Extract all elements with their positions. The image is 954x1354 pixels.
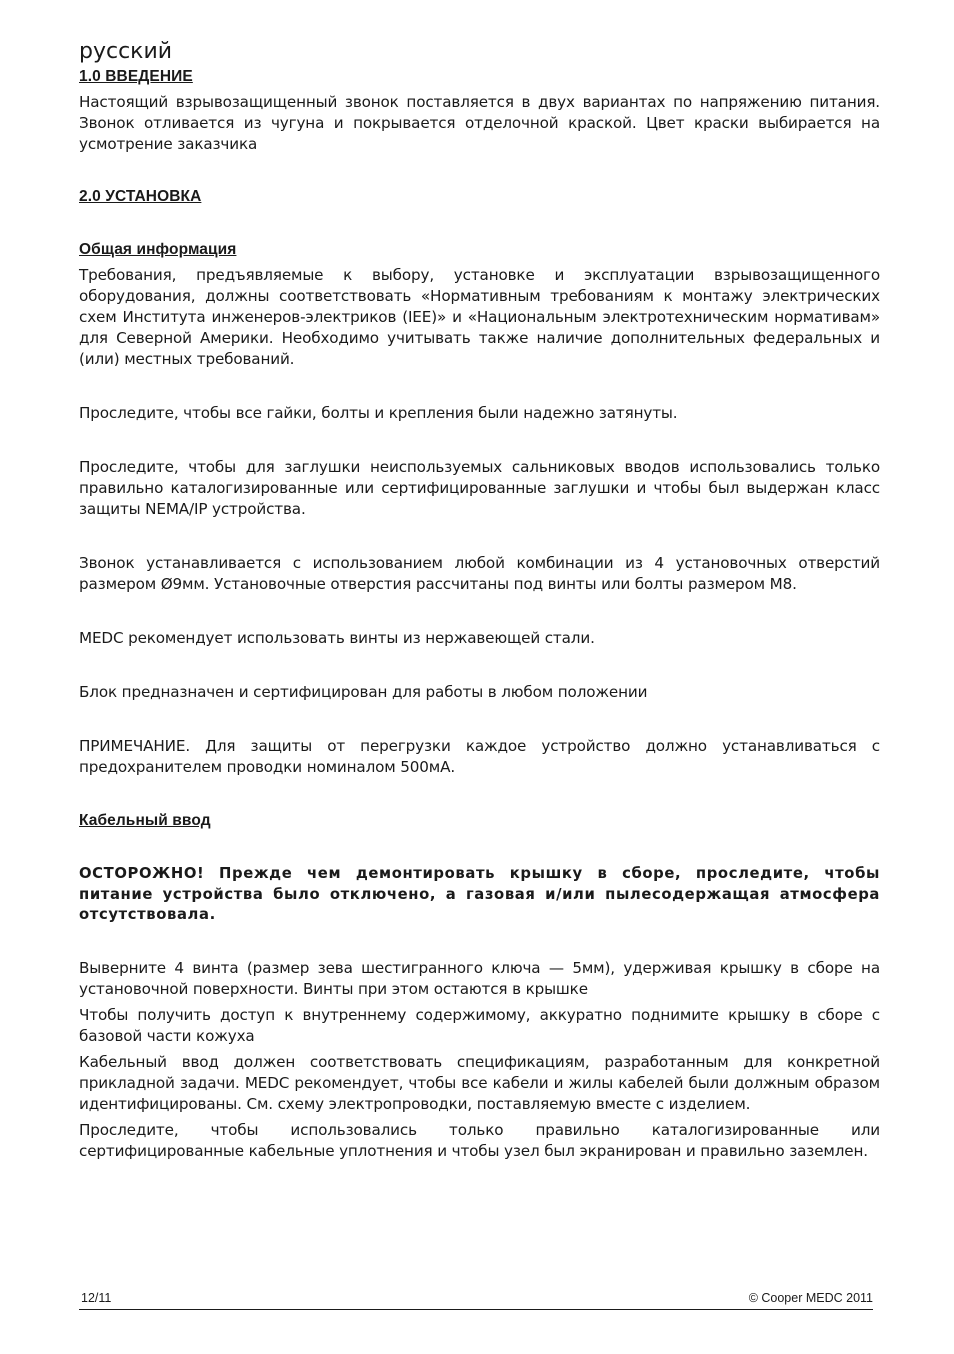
cable-paragraph-4: Проследите, чтобы использовались только правильно каталогизированные или сертифицированные кабельные уплотнения и чтобы узел был экранирован и правильно заземлен. xyxy=(79,1120,880,1160)
cable-paragraph-1: Выверните 4 винта (размер зева шестигранного ключа — 5мм), удерживая крышку в сборе на установочной поверхности. Винты при этом остаются в крышке xyxy=(79,958,880,998)
footer-date: 12/11 xyxy=(81,1291,112,1305)
install-heading: 2.0 УСТАНОВКА xyxy=(79,188,202,205)
cable-paragraph-2: Чтобы получить доступ к внутреннему содержимому, аккуратно поднимите крышку в сборе с базовой части кожуха xyxy=(79,1005,880,1045)
install-paragraph-6: Блок предназначен и сертифицирован для работы в любом положении xyxy=(79,683,648,701)
page-footer xyxy=(79,1291,873,1310)
general-info-heading: Общая информация xyxy=(79,241,237,258)
install-note-paragraph: ПРИМЕЧАНИЕ. Для защиты от перегрузки каждое устройство должно устанавливаться с предохранителем проводки номиналом 500мА. xyxy=(79,737,880,776)
footer-copyright: © Cooper MEDC 2011 xyxy=(748,1291,873,1305)
cable-paragraph-3: Кабельный ввод должен соответствовать спецификациям, разработанным для конкретной прикладной задачи. MEDC рекомендует, чтобы все кабели и жилы кабелей были должным образом идентифицированы. См. схему электропроводки, поставляемую вместе с изделием. xyxy=(79,1052,880,1113)
intro-heading: 1.0 ВВЕДЕНИЕ xyxy=(79,68,193,85)
install-paragraph-2: Проследите, чтобы все гайки, болты и крепления были надежно затянуты. xyxy=(79,404,678,422)
intro-paragraph: Настоящий взрывозащищенный звонок поставляется в двух вариантах по напряжению питания. Звонок отливается из чугуна и покрывается отделочной краской. Цвет краски выбирается на усмотрение заказчика xyxy=(79,93,880,153)
install-paragraph-4: Звонок устанавливается с использованием любой комбинации из 4 установочных отверстий размером Ø9мм. Установочные отверстия рассчитаны под винты или болты размером M8. xyxy=(79,554,880,593)
cable-warning: ОСТОРОЖНО! Прежде чем демонтировать крышку в сборе, проследите, чтобы питание устройства было отключено, а газовая и/или пылесодержащая атмосфера отсутствовала. xyxy=(79,865,880,923)
document-page xyxy=(79,38,880,1162)
install-paragraph-5: MEDC рекомендует использовать винты из нержавеющей стали. xyxy=(79,629,595,647)
install-paragraph-1: Требования, предъявляемые к выбору, установке и эксплуатации взрывозащищенного оборудования, должны соответствовать «Нормативным требованиям к монтажу электрических схем Института инженеров-электриков (IEE)» и «Национальным электротехническим нормативам» для Северной Америки. Необходимо учитывать также наличие дополнительных федеральных и (или) местных требований. xyxy=(79,266,880,368)
language-label: русский xyxy=(79,39,173,64)
install-paragraph-3: Проследите, чтобы для заглушки неиспользуемых сальниковых вводов использовались только правильно каталогизированные или сертифицированные заглушки и чтобы был выдержан класс защиты NEMA/IP устройства. xyxy=(79,458,880,518)
cable-entry-heading: Кабельный ввод xyxy=(79,812,211,829)
